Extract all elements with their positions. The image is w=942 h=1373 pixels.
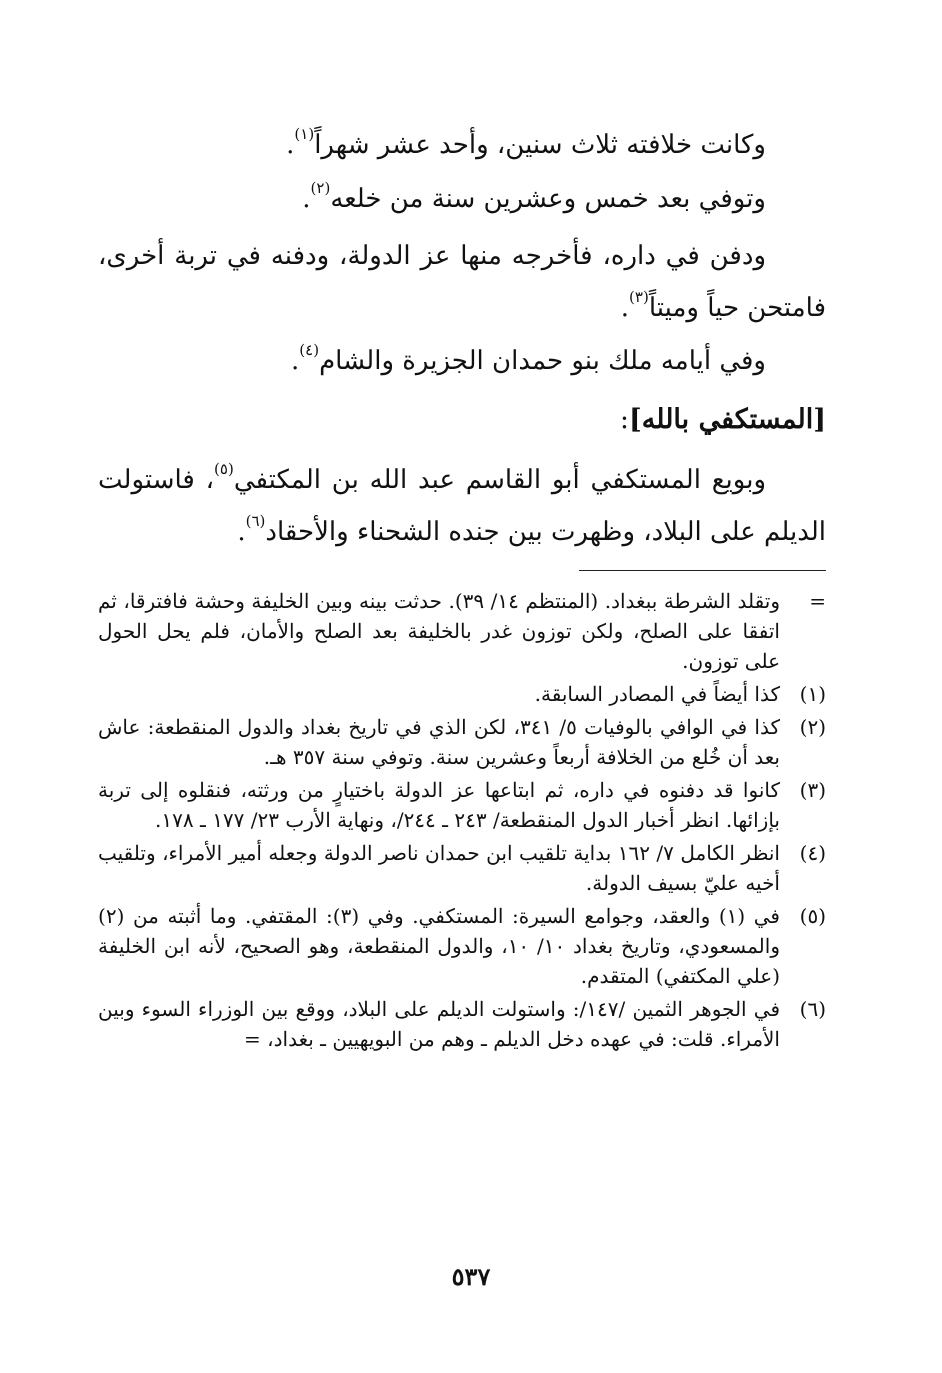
footnote-3 <box>98 775 826 835</box>
footnote-separator <box>579 570 826 571</box>
paragraph-end: . <box>286 130 295 160</box>
paragraph-text: وتوفي بعد خمس وعشرين سنة من خلعه <box>330 184 766 214</box>
footnote-mark: (١) <box>799 682 826 706</box>
section-heading <box>98 392 826 448</box>
footnote-mark: = <box>809 589 826 613</box>
footnote-mark: (٦) <box>799 997 826 1021</box>
footnote-mark: (٢) <box>799 715 826 739</box>
paragraph-burial <box>98 230 826 334</box>
footnote-1 <box>98 679 826 709</box>
footnote-6 <box>98 994 826 1054</box>
footnote-mark: (٤) <box>799 841 826 865</box>
footnote-text: في الجوهر الثمين /١٤٧/: واستولت الديلم على البلاد، ووقع بين الوزراء السوء وبين الأمراء. قلت: في عهده دخل الديلم ـ وهم من البويهيين ـ بغداد، = <box>98 997 781 1051</box>
paragraph-text: وكانت خلافته ثلاث سنين، وأحد عشر شهراً <box>314 130 766 160</box>
footnote-ref-4: (٤) <box>299 341 320 359</box>
footnote-text: في (١) والعقد، وجوامع السيرة: المستكفي. وفي (٣): المقتفي. وما أثبته من (٢) والمسعودي، وتاريخ بغداد ١٠/ ١٠، والدول المنقطعة، وهو الصحيح، لأنه ابن الخليفة (علي المكتفي) المتقدم. <box>98 904 780 988</box>
footnote-text: وتقلد الشرطة ببغداد. (المنتظم ١٤/ ٣٩). حدثت بينه وبين الخليفة وحشة فافترقا، ثم اتفقا على الصلح، ولكن توزون غدر بالخليفة بعد الصلح والأمان، فلم يحل الحول على توزون. <box>98 589 780 673</box>
footnotes <box>98 586 826 1057</box>
footnote-text: كذا في الوافي بالوفيات ٥/ ٣٤١، لكن الذي في تاريخ بغداد والدول المنقطعة: عاش بعد أن خُلع من الخلافة أربعاً وعشرين سنة. وتوفي سنة ٣٥٧ هـ. <box>98 715 780 769</box>
page-number: ٥٣٧ <box>451 1262 491 1291</box>
footnote-continued <box>98 586 826 676</box>
main-text <box>98 118 826 558</box>
paragraph-end: . <box>291 346 300 376</box>
footnote-ref-2: (٢) <box>310 179 331 197</box>
paragraph-text: ودفن في داره، فأخرجه منها عز الدولة، ودفنه في تربة أخرى، فامتحن حياً وميتاً <box>98 241 826 323</box>
footnote-5 <box>98 901 826 991</box>
footnote-mark: (٥) <box>799 904 826 928</box>
paragraph-text: وبويع المستكفي أبو القاسم عبد الله بن المكتفي <box>233 465 766 495</box>
paragraph-end: . <box>302 184 311 214</box>
section-heading-text: [المستكفي بالله] <box>629 404 826 435</box>
paragraph-hamdanids <box>98 334 826 388</box>
footnote-ref-1: (١) <box>294 125 315 143</box>
footnote-text: كذا أيضاً في المصادر السابقة. <box>534 682 780 706</box>
paragraph-caliphate-duration <box>98 118 826 172</box>
paragraph-allegiance <box>98 454 826 558</box>
footnote-ref-3: (٣) <box>629 288 649 306</box>
footnote-text: انظر الكامل ٧/ ١٦٢ بداية تلقيب ابن حمدان ناصر الدولة وجعله أمير الأمراء، وتلقيب أخيه عليّ بسيف الدولة. <box>98 841 780 895</box>
footnote-text: كانوا قد دفنوه في داره، ثم ابتاعها عز الدولة باختيارٍ من ورثته، فنقلوه إلى تربة بإزائها. انظر أخبار الدول المنقطعة/ ٢٤٣ ـ ٢٤٤/، ونهاية الأرب ٢٣/ ١٧٧ ـ ١٧٨. <box>98 778 780 832</box>
paragraph-text: وفي أيامه ملك بنو حمدان الجزيرة والشام <box>319 346 766 376</box>
paragraph-death <box>98 172 826 226</box>
section-heading-colon: : <box>619 404 630 435</box>
paragraph-end: . <box>620 293 630 323</box>
footnote-mark: (٣) <box>799 778 826 802</box>
footnote-ref-6: (٦) <box>245 512 266 530</box>
footnote-2 <box>98 712 826 772</box>
footnote-4 <box>98 838 826 898</box>
footnote-ref-5: (٥) <box>214 460 234 478</box>
paragraph-end: . <box>237 517 246 547</box>
paragraph-text: ، فاستولت الديلم على البلاد، وظهرت بين جنده الشحناء والأحقاد <box>98 465 826 547</box>
